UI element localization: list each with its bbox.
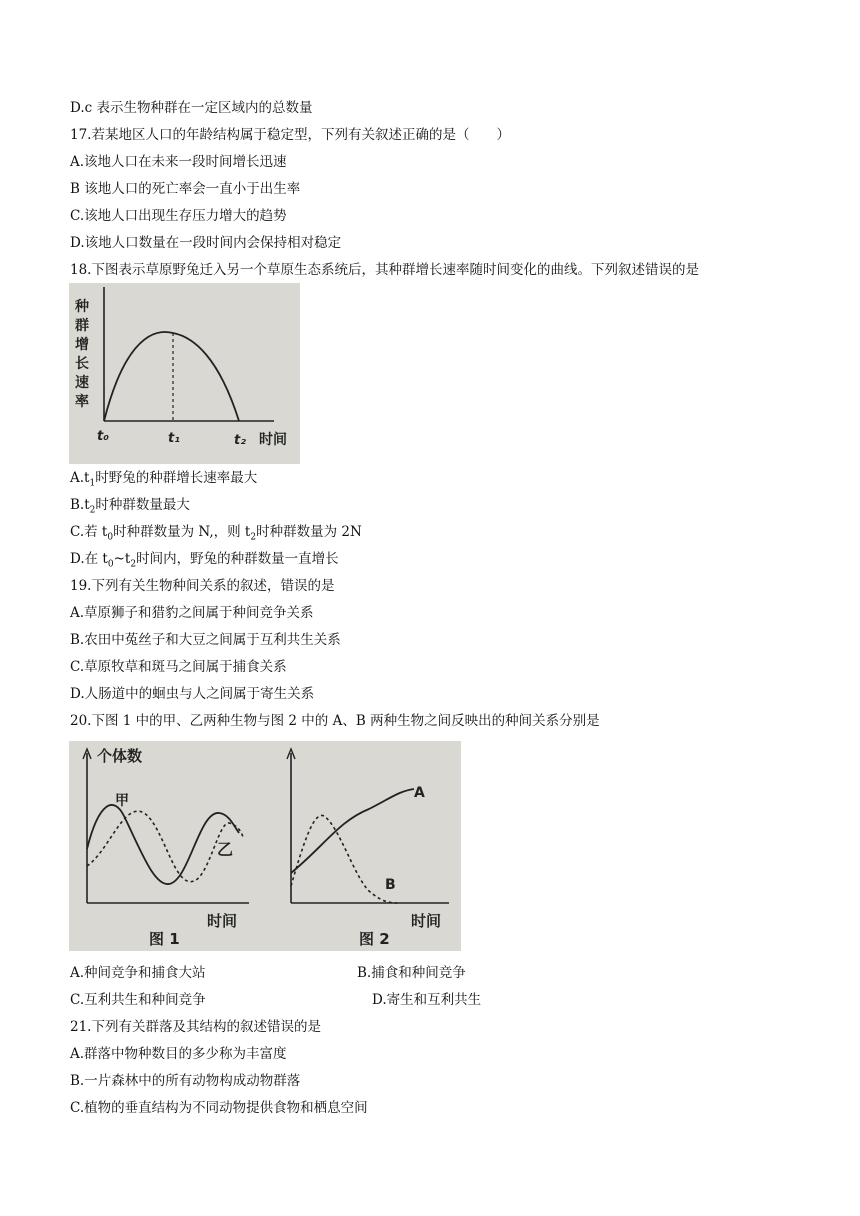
svg-text:群: 群 <box>75 318 89 334</box>
q20-graph2-caption: 图 2 <box>359 930 390 948</box>
q21-stem: 21.下列有关群落及其结构的叙述错误的是 <box>70 1019 321 1035</box>
q17-option-d: D.该地人口数量在一段时间内会保持相对稳定 <box>70 235 342 251</box>
q20-graph1-caption: 图 1 <box>149 930 180 948</box>
q18-option-a: $A.t_1$时野兔的种群增长速率最大 <box>70 470 258 489</box>
q18-option-b: $B.t_2$时种群数量最大 <box>70 497 190 516</box>
q17-stem: 17.若某地区人口的年龄结构属于稳定型，下列有关叙述正确的是（ ） <box>70 127 510 143</box>
q21-option-c: C.植物的垂直结构为不同动物提供食物和栖息空间 <box>70 1100 368 1116</box>
q20-y-axis-label: 个体数 <box>97 747 143 765</box>
q17-option-b: B 该地人口的死亡率会一直小于出生率 <box>70 181 301 197</box>
q21-option-a: A.群落中物种数目的多少称为丰富度 <box>70 1046 287 1062</box>
q20-option-a: A.种间竞争和捕食大站 <box>70 965 206 981</box>
q16-option-d: D.c 表示生物种群在一定区域内的总数量 <box>70 100 313 116</box>
q20-jia-label: 甲 <box>115 793 129 809</box>
q20-stem: 20.下图 1 中的甲、乙两种生物与图 2 中的 A、B 两种生物之间反映出的种间关系分别是 <box>70 713 600 729</box>
svg-text:率: 率 <box>75 394 89 410</box>
q20-figure <box>69 741 461 951</box>
q21-option-b: B.一片森林中的所有动物构成动物群落 <box>70 1073 301 1089</box>
q18-stem: 18.下图表示草原野兔迁入另一个草原生态系统后，其种群增长速率随时间变化的曲线。下列叙述错误的是 <box>70 262 699 278</box>
svg-text:长: 长 <box>75 356 89 372</box>
q18-y-axis-label <box>74 298 89 410</box>
q17-option-c: C.该地人口出现生存压力增大的趋势 <box>70 208 287 224</box>
q17-option-a: A.该地人口在未来一段时间增长迅速 <box>70 154 287 170</box>
q20-option-d: D.寄生和互利共生 <box>372 992 482 1008</box>
q19-stem: 19.下列有关生物种间关系的叙述，错误的是 <box>70 578 335 594</box>
q20-b-label: B <box>385 877 396 893</box>
svg-text:种: 种 <box>75 299 89 315</box>
svg-text:速: 速 <box>75 375 89 391</box>
q18-t1-label: t₁ <box>168 431 180 446</box>
q18-growth-rate-curve <box>104 332 239 421</box>
q20-graph2-x-axis-label: 时间 <box>411 912 442 930</box>
q20-option-b: B.捕食和种间竞争 <box>357 965 466 981</box>
q19-option-d: D.人肠道中的蛔虫与人之间属于寄生关系 <box>70 686 315 702</box>
q20-a-label: A <box>414 785 425 801</box>
q18-t0-label: t₀ <box>97 429 109 444</box>
q18-x-axis-label: 时间 <box>259 432 287 448</box>
q19-option-a: A.草原狮子和猎豹之间属于种间竞争关系 <box>70 605 314 621</box>
q20-a-curve <box>291 789 414 873</box>
q20-graph-1 <box>83 747 249 948</box>
q18-option-d: D.在 $t_0\sim t_2$时间内，野兔的种群数量一直增长 <box>70 551 339 570</box>
q20-option-c: C.互利共生和种间竞争 <box>70 992 206 1008</box>
q20-graph-2 <box>287 749 449 948</box>
q18-t2-label: t₂ <box>234 433 246 448</box>
q19-option-b: B.农田中菟丝子和大豆之间属于互利共生关系 <box>70 632 341 648</box>
svg-text:增: 增 <box>75 337 89 353</box>
q18-figure <box>69 283 300 464</box>
q20-yi-label: 乙 <box>217 840 234 859</box>
q19-option-c: C.草原牧草和斑马之间属于捕食关系 <box>70 659 287 675</box>
q18-option-c: C.若 $t_0$时种群数量为 N,，则 $t_2$时种群数量为 2N <box>70 524 362 543</box>
q20-graph1-x-axis-label: 时间 <box>207 912 238 930</box>
